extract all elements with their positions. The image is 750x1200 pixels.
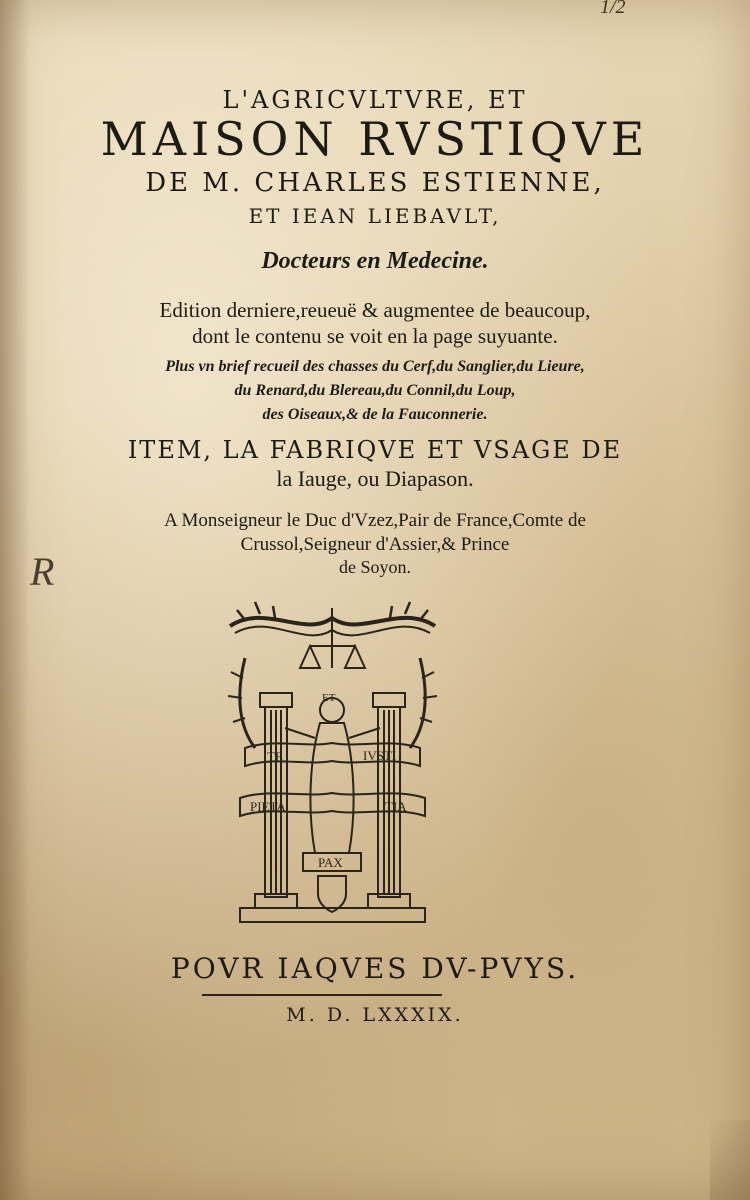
author-qualification: Docteurs en Medecine. [261, 248, 489, 274]
banner-text-iusti: IVSTI [363, 748, 397, 763]
author-line-liebault: ET IEAN LIEBAVLT, [248, 204, 502, 228]
plinth-text-pax: PAX [318, 855, 343, 870]
title-line-maison-rustique: MAISON RVSTIQVE [100, 112, 650, 166]
handwritten-margin-letter: R [30, 549, 55, 594]
handwritten-top-mark: 1/2 [600, 0, 626, 18]
banner-text-te: TE [267, 749, 283, 764]
edition-line-1: Edition derniere,reueuë & augmentee de beaucoup, [159, 298, 591, 322]
publication-date: M. D. LXXXIX. [286, 1004, 464, 1026]
page-corner-wear [710, 1120, 750, 1200]
banner-text-pieta: PIETA [250, 799, 286, 814]
printer-device-svg [215, 598, 450, 930]
author-line-estienne: DE M. CHARLES ESTIENNE, [145, 168, 605, 198]
item-line-2: la Iauge, ou Diapason. [276, 466, 474, 491]
supplement-line-2: du Renard,du Blereau,du Connil,du Loup, [234, 382, 516, 399]
title-line-agriculture: L'AGRICVLTVRE, ET [222, 86, 528, 114]
printer-device-image [215, 598, 450, 930]
figure-text-et: ET [322, 692, 336, 704]
item-line-1: ITEM, LA FABRIQVE ET VSAGE DE [127, 436, 623, 464]
imprint-line: POVR IAQVES DV-PVYS. [170, 952, 580, 985]
imprint-rule [202, 994, 442, 996]
banner-text-tia: TIA [385, 799, 407, 814]
supplement-line-1: Plus vn brief recueil des chasses du Cerf,du Sanglier,du Lieure, [165, 358, 585, 375]
supplement-line-3: des Oiseaux,& de la Fauconnerie. [262, 406, 488, 423]
dedication-line-1: A Monseigneur le Duc d'Vzez,Pair de France,Comte de [164, 510, 586, 531]
dedication-line-2: Crussol,Seigneur d'Assier,& Prince [240, 534, 510, 555]
dedication-line-3: de Soyon. [339, 557, 411, 577]
edition-line-2: dont le contenu se voit en la page suyuante. [192, 324, 558, 348]
